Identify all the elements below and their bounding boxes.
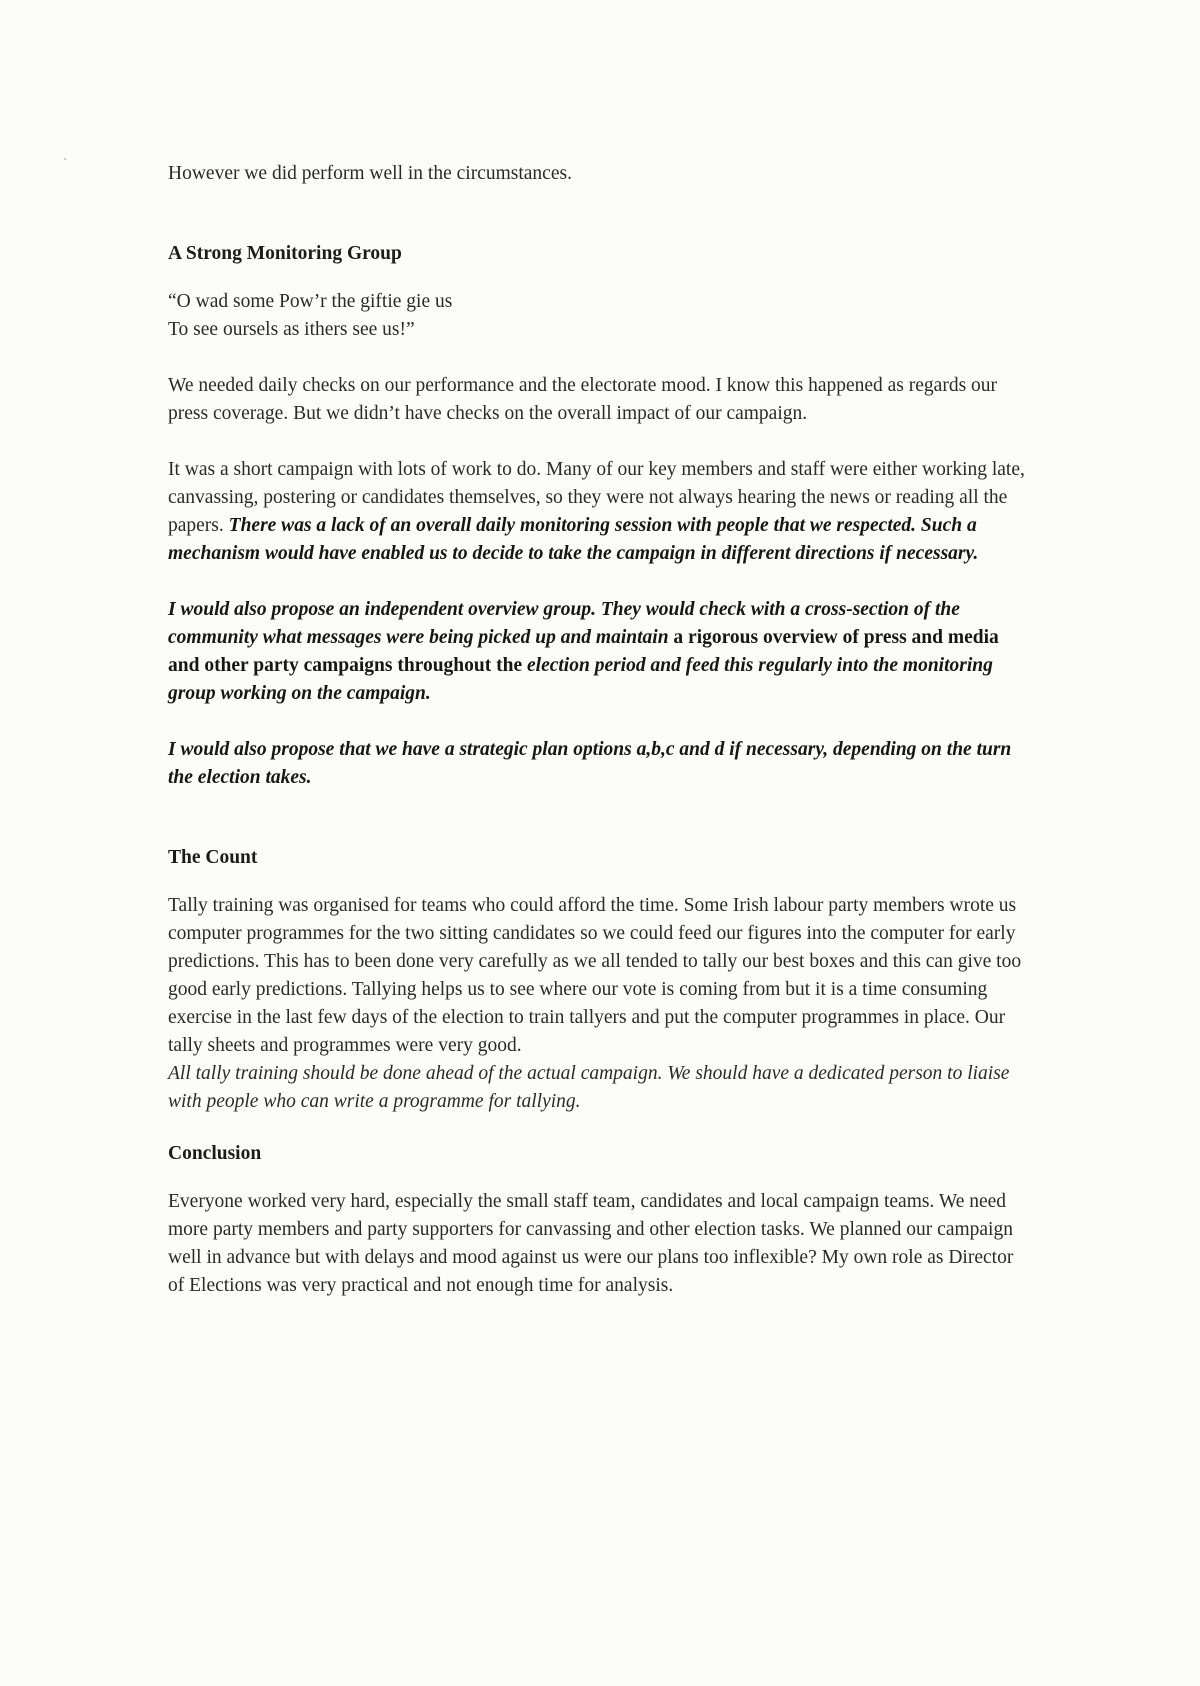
monitoring-paragraph-3 [168, 596, 1030, 708]
count-heading: The Count [168, 847, 258, 868]
intro-paragraph: However we did perform well in the circumstances. [168, 163, 572, 184]
conclusion-paragraph: Everyone worked very hard, especially the small staff team, candidates and local campaign teams. We need more party members and party supporters for canvassing and other election tasks. We planned our campaign well in advance but with delays and mood against us were our plans too inflexible? My own role as Director of Elections was very practical and not enough time for analysis. [168, 1191, 1014, 1296]
document-body [168, 160, 1030, 1300]
monitoring-paragraph-3-part-a: I would also propose an independent overview group. They would check with a cross-section of the community what messages were being picked up and maintain [168, 599, 960, 648]
monitoring-paragraph-2-emphasis: There was a lack of an overall daily monitoring session with people that we respected. Such a mechanism would have enabled us to decide to take the campaign in different directions if necessary. [168, 515, 979, 564]
monitoring-paragraph-1: We needed daily checks on our performance and the electorate mood. I know this happened as regards our press coverage. But we didn’t have checks on the overall impact of our campaign. [168, 375, 998, 424]
conclusion-heading: Conclusion [168, 1143, 262, 1164]
monitoring-paragraph-4: I would also propose that we have a strategic plan options a,b,c and d if necessary, depending on the turn the election takes. [168, 739, 1012, 788]
monitoring-heading: A Strong Monitoring Group [168, 243, 402, 264]
count-paragraph-2: All tally training should be done ahead of the actual campaign. We should have a dedicated person to liaise with people who can write a programme for tallying. [168, 1063, 1010, 1112]
count-paragraph-1: Tally training was organised for teams who could afford the time. Some Irish labour party members wrote us computer programmes for the two sitting candidates so we could feed our figures into the computer for early predictions. This has to been done very carefully as we all tended to tally our best boxes and this can give too good early predictions. Tallying helps us to see where our vote is coming from but it is a time consuming exercise in the last few days of the election to train tallyers and put the computer programmes in place. Our tally sheets and programmes were very good. [168, 895, 1022, 1056]
quote-line-1: “O wad some Pow’r the giftie gie us [168, 291, 453, 312]
quote-block [168, 288, 1030, 344]
monitoring-paragraph-3-part-c: election period and feed this regularly into the monitoring group working on the campaign. [168, 655, 993, 704]
scan-speck [64, 158, 66, 160]
quote-line-2: To see oursels as ithers see us!” [168, 319, 415, 340]
monitoring-paragraph-2 [168, 456, 1030, 568]
monitoring-paragraph-2-text: It was a short campaign with lots of work to do. Many of our key members and staff were either working late, canvassing, postering or candidates themselves, so they were not always hearing the news or reading all the papers. [168, 459, 1025, 536]
monitoring-paragraph-3-part-b: a rigorous overview of press and media and other party campaigns throughout the [168, 627, 999, 676]
